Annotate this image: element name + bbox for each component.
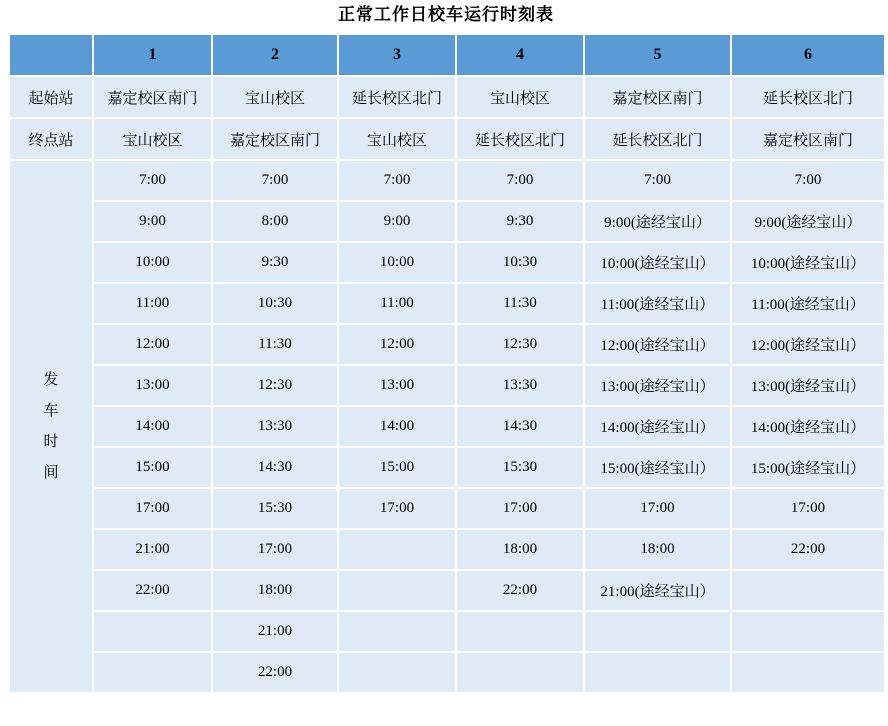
time-cell: 17:00 [731,488,885,529]
time-cell: 9:00(途经宝山） [584,201,731,242]
time-cell: 10:30 [212,283,338,324]
time-cell: 22:00 [456,570,584,611]
time-cell: 15:00(途经宝山） [584,447,731,488]
column-header-5: 5 [584,34,731,76]
time-cell: 11:00 [93,283,212,324]
time-cell: 22:00 [731,529,885,570]
time-cell: 14:30 [456,406,584,447]
time-cell: 13:00 [338,365,456,406]
terminal-row [9,118,885,160]
departure-label-char: 间 [43,464,59,481]
terminal-cell: 延长校区北门 [456,118,584,160]
time-cell: 7:00 [731,160,885,201]
column-header-2: 2 [212,34,338,76]
time-cell: 10:00(途经宝山） [584,242,731,283]
departure-label-char: 时 [43,433,59,450]
time-cell: 11:30 [456,283,584,324]
time-cell: 21:00(途经宝山） [584,570,731,611]
origin-cell: 宝山校区 [456,76,584,118]
terminal-cell: 嘉定校区南门 [731,118,885,160]
terminal-cell: 宝山校区 [93,118,212,160]
time-cell [93,652,212,693]
time-cell: 21:00 [93,529,212,570]
time-cell [584,611,731,652]
time-cell: 9:00 [338,201,456,242]
time-cell: 15:00 [338,447,456,488]
time-cell: 17:00 [93,488,212,529]
departure-label-char: 发 [43,371,59,388]
terminal-cell: 宝山校区 [338,118,456,160]
departure-label-char: 车 [43,402,59,419]
time-cell: 12:00 [338,324,456,365]
time-row [9,365,885,406]
time-cell: 14:00 [338,406,456,447]
time-cell: 18:00 [584,529,731,570]
time-row [9,652,885,693]
time-row [9,283,885,324]
time-cell: 22:00 [212,652,338,693]
time-cell: 13:30 [456,365,584,406]
time-cell: 9:00 [93,201,212,242]
origin-cell: 延长校区北门 [338,76,456,118]
column-header-1: 1 [93,34,212,76]
time-cell: 7:00 [93,160,212,201]
time-row [9,242,885,283]
column-header-3: 3 [338,34,456,76]
time-cell: 7:00 [584,160,731,201]
time-cell: 10:00 [338,242,456,283]
time-cell: 17:00 [212,529,338,570]
corner-cell [9,34,93,76]
departure-time-label [9,160,93,693]
time-cell: 14:30 [212,447,338,488]
time-cell: 18:00 [456,529,584,570]
origin-cell: 嘉定校区南门 [93,76,212,118]
column-header-6: 6 [731,34,885,76]
time-cell [338,611,456,652]
header-row [9,34,885,76]
time-row [9,611,885,652]
bus-timetable [8,33,886,694]
time-cell: 7:00 [456,160,584,201]
time-cell: 12:30 [212,365,338,406]
time-row [9,324,885,365]
time-row [9,529,885,570]
time-cell [93,611,212,652]
time-cell: 12:00(途经宝山） [584,324,731,365]
time-cell [731,570,885,611]
time-cell [456,611,584,652]
time-cell: 12:00(途经宝山） [731,324,885,365]
time-row [9,201,885,242]
time-cell [731,611,885,652]
time-cell: 10:30 [456,242,584,283]
time-cell [731,652,885,693]
time-cell: 14:00(途经宝山） [584,406,731,447]
origin-cell: 延长校区北门 [731,76,885,118]
time-row [9,488,885,529]
time-cell: 11:00(途经宝山） [584,283,731,324]
time-cell: 14:00(途经宝山） [731,406,885,447]
time-cell: 7:00 [338,160,456,201]
time-cell: 18:00 [212,570,338,611]
origin-cell: 嘉定校区南门 [584,76,731,118]
time-cell: 9:30 [456,201,584,242]
time-row [9,447,885,488]
terminal-cell: 嘉定校区南门 [212,118,338,160]
origin-row [9,76,885,118]
time-row [9,570,885,611]
time-cell [338,529,456,570]
time-cell: 9:00(途经宝山） [731,201,885,242]
time-cell [456,652,584,693]
time-cell: 11:00 [338,283,456,324]
time-cell: 13:00(途经宝山） [731,365,885,406]
time-cell: 12:30 [456,324,584,365]
time-cell: 17:00 [338,488,456,529]
origin-cell: 宝山校区 [212,76,338,118]
time-row [9,160,885,201]
origin-row-label: 起始站 [9,76,93,118]
time-cell: 13:00(途经宝山） [584,365,731,406]
time-cell: 14:00 [93,406,212,447]
time-row [9,406,885,447]
time-cell: 13:30 [212,406,338,447]
time-cell: 22:00 [93,570,212,611]
time-cell: 9:30 [212,242,338,283]
time-cell: 7:00 [212,160,338,201]
time-cell: 11:30 [212,324,338,365]
column-header-4: 4 [456,34,584,76]
page-title: 正常工作日校车运行时刻表 [338,5,554,24]
time-cell: 17:00 [456,488,584,529]
time-cell: 15:30 [212,488,338,529]
time-cell: 10:00 [93,242,212,283]
time-cell [584,652,731,693]
time-cell: 11:00(途经宝山） [731,283,885,324]
time-cell: 17:00 [584,488,731,529]
time-cell: 10:00(途经宝山） [731,242,885,283]
time-cell: 13:00 [93,365,212,406]
terminal-row-label: 终点站 [9,118,93,160]
time-cell: 21:00 [212,611,338,652]
time-cell: 12:00 [93,324,212,365]
time-cell: 8:00 [212,201,338,242]
time-cell: 15:00 [93,447,212,488]
time-cell [338,652,456,693]
time-cell: 15:00(途经宝山） [731,447,885,488]
terminal-cell: 延长校区北门 [584,118,731,160]
time-cell [338,570,456,611]
time-cell: 15:30 [456,447,584,488]
